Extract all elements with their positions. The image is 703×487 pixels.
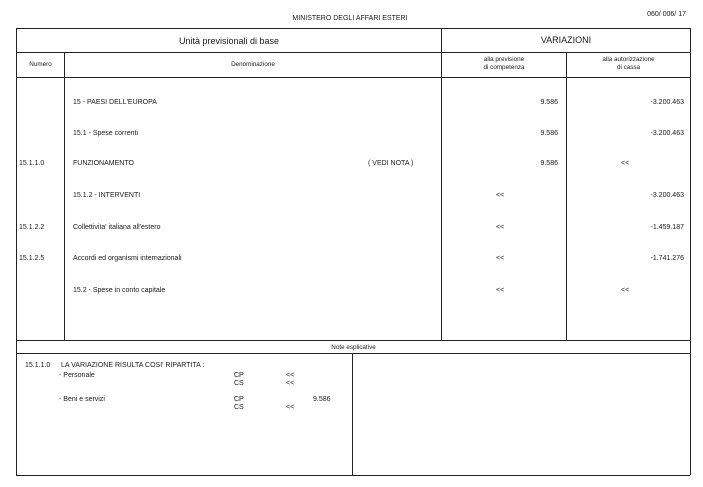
row-denominazione: 15 - PAESI DELL'EUROPA xyxy=(73,99,157,106)
group-title: Unità previsionali di base xyxy=(178,36,280,46)
notes-item-label: - Personale xyxy=(59,372,95,379)
row-denominazione: FUNZIONAMENTO xyxy=(73,160,134,167)
row-denominazione: 15.1.2 - INTERVENTI xyxy=(73,192,141,199)
row-cassa: << xyxy=(621,160,630,167)
row-competenza: 9.586 xyxy=(540,130,558,137)
notes-code: 15.1.1.0 xyxy=(25,362,51,369)
col-header-cassa-1: alla autorizzazione xyxy=(602,56,655,63)
row-denominazione: Collettivita' italiana all'estero xyxy=(73,224,161,231)
row-cassa: -1.741.276 xyxy=(650,255,684,262)
row-competenza: 9.586 xyxy=(540,160,558,167)
row-numero: 15.1.2.2 xyxy=(19,224,45,231)
col-header-competenza-1: alla previsione xyxy=(483,56,525,63)
page-reference: 060/ 006/ 17 xyxy=(647,11,686,18)
row-numero: 15.1.2.5 xyxy=(19,255,45,262)
notes-cs-value: << xyxy=(286,380,295,387)
row-cassa: -3.200.463 xyxy=(650,99,684,106)
notes-cs-value: << xyxy=(286,404,295,411)
notes-cp-value: << xyxy=(286,372,295,379)
notes-cs-label: CS xyxy=(234,404,244,411)
notes-item-label: - Beni e servizi xyxy=(59,396,105,403)
col-header-competenza-2: di competenza xyxy=(483,64,525,71)
row-denominazione: 15.1 - Spese correnti xyxy=(73,130,138,137)
notes-cs-label: CS xyxy=(234,380,244,387)
row-cassa: << xyxy=(621,287,630,294)
row-numero: 15.1.1.0 xyxy=(19,160,45,167)
row-denominazione: 15.2 - Spese in conto capitale xyxy=(73,287,166,294)
row-nota: ( VEDI NOTA ) xyxy=(368,160,414,167)
notes-cp-label: CP xyxy=(234,396,244,403)
row-denominazione: Accordi ed organismi internazionali xyxy=(73,255,182,262)
row-cassa: -1.459.187 xyxy=(650,224,684,231)
row-competenza: << xyxy=(496,224,505,231)
row-competenza: << xyxy=(496,192,505,199)
row-competenza: << xyxy=(496,255,505,262)
variations-title: VARIAZIONI xyxy=(540,35,592,45)
row-cassa: -3.200.463 xyxy=(650,192,684,199)
notes-heading: LA VARIAZIONE RISULTA COSI' RIPARTITA : xyxy=(61,362,205,369)
col-header-cassa-2: di cassa xyxy=(616,64,641,71)
notes-cp-label: CP xyxy=(234,372,244,379)
notes-title: Note esplicative xyxy=(331,344,376,351)
col-header-denominazione: Denominazione xyxy=(231,61,275,68)
row-competenza: << xyxy=(496,287,505,294)
row-competenza: 9.586 xyxy=(540,99,558,106)
row-cassa: -3.200.463 xyxy=(650,130,684,137)
col-header-numero: Numero xyxy=(29,61,52,68)
ministry-title: MINISTERO DEGLI AFFARI ESTERI xyxy=(292,15,408,22)
notes-cp-amount: 9.586 xyxy=(313,396,331,403)
